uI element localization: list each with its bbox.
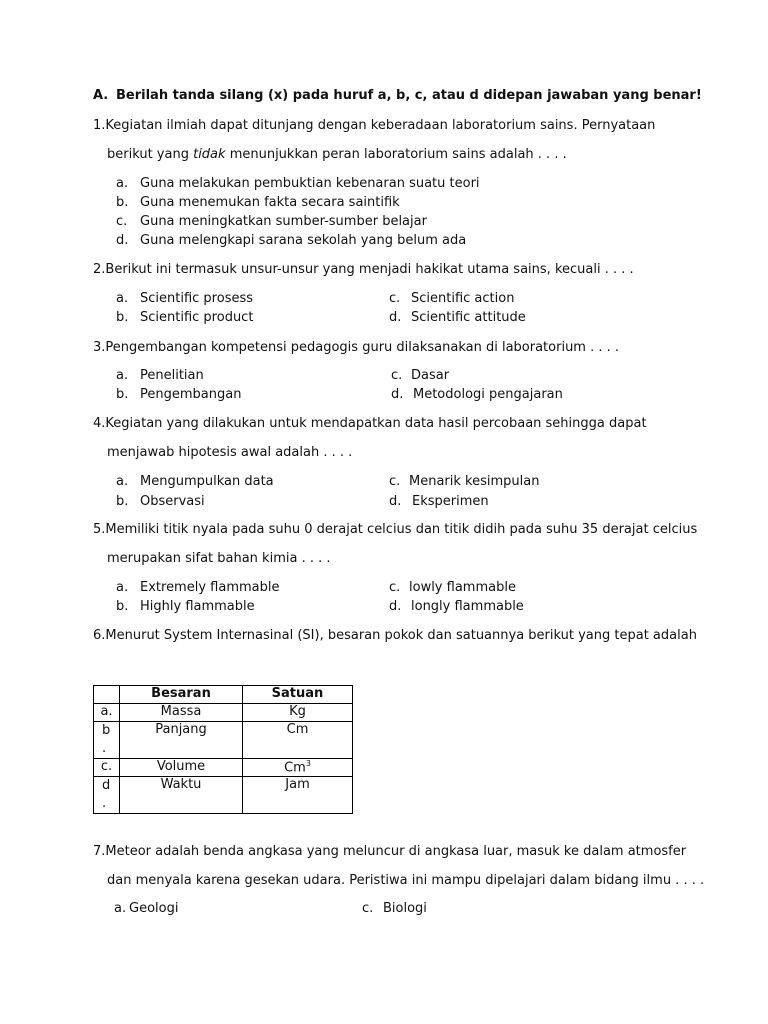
question-3-option-a[interactable]	[116, 368, 204, 383]
option-text: Scientific prosess	[140, 291, 254, 306]
question-1-line1: 1.Kegiatan ilmiah dapat ditunjang dengan keberadaan laboratorium sains. Pernyataan	[93, 118, 656, 133]
question-3-option-b[interactable]	[116, 387, 241, 402]
row-besaran: Volume	[120, 759, 243, 777]
question-1-line2-pre: berikut yang	[107, 147, 194, 162]
question-5-line2: merupakan sifat bahan kimia . . . .	[107, 551, 331, 566]
option-text: Penelitian	[140, 368, 204, 383]
question-7-line1: 7.Meteor adalah benda angkasa yang meluncur di angkasa luar, masuk ke dalam atmosfer	[93, 844, 687, 859]
option-letter: c.	[391, 368, 403, 383]
question-4-option-d[interactable]	[389, 494, 489, 509]
option-letter: b.	[116, 387, 129, 402]
option-text: Scientific action	[411, 291, 515, 306]
question-4-option-a[interactable]	[116, 474, 274, 489]
option-text: Geologi	[129, 901, 179, 916]
question-2-option-a[interactable]	[116, 291, 253, 306]
section-letter: A.	[93, 88, 109, 103]
table-header-row	[94, 686, 353, 704]
question-5-option-b[interactable]	[116, 599, 255, 614]
option-letter: d.	[389, 599, 402, 614]
option-letter: c.	[389, 474, 401, 489]
row-satuan: Kg	[243, 704, 353, 722]
question-1-option-d[interactable]	[116, 233, 466, 248]
option-text: longly flammable	[411, 599, 524, 614]
question-7-line2: dan menyala karena gesekan udara. Peristiwa ini mampu dipelajari dalam bidang ilmu . . . .	[107, 873, 705, 888]
option-text: Menarik kesimpulan	[409, 474, 540, 489]
question-4-option-b[interactable]	[116, 494, 205, 509]
option-text: Extremely flammable	[140, 580, 280, 595]
table-header-satuan: Satuan	[243, 686, 353, 704]
row-satuan: Jam	[243, 777, 353, 814]
option-text: Guna melengkapi sarana sekolah yang belum ada	[140, 233, 467, 248]
question-2-line1: 2.Berikut ini termasuk unsur-unsur yang menjadi hakikat utama sains, kecuali . . . .	[93, 262, 634, 277]
row-letter: c.	[94, 759, 120, 777]
question-4-line2: menjawab hipotesis awal adalah . . . .	[107, 445, 353, 460]
row-letter-text: b .	[102, 723, 111, 756]
option-letter: a.	[114, 901, 127, 916]
option-text: Metodologi pengajaran	[413, 387, 563, 402]
question-7-option-a[interactable]	[114, 901, 178, 916]
option-letter: a.	[116, 580, 129, 595]
option-letter: b.	[116, 310, 129, 325]
option-letter: d.	[389, 494, 402, 509]
question-1-line2	[107, 147, 567, 162]
question-4-line1: 4.Kegiatan yang dilakukan untuk mendapatkan data hasil percobaan sehingga dapat	[93, 416, 647, 431]
row-letter	[94, 722, 120, 759]
question-2-option-c[interactable]	[389, 291, 514, 306]
option-letter: a.	[116, 474, 129, 489]
row-besaran: Panjang	[120, 722, 243, 759]
option-text: Highly flammable	[140, 599, 255, 614]
question-5-line1: 5.Memiliki titik nyala pada suhu 0 derajat celcius dan titik didih pada suhu 35 derajat celcius	[93, 522, 698, 537]
option-text: Guna melakukan pembuktian kebenaran suatu teori	[140, 176, 480, 191]
option-text: Scientific product	[140, 310, 254, 325]
question-5-option-c[interactable]	[389, 580, 516, 595]
row-letter-text: d .	[102, 778, 111, 811]
section-instruction: Berilah tanda silang (x) pada huruf a, b, c, atau d didepan jawaban yang benar!	[116, 88, 702, 103]
option-letter: d.	[391, 387, 404, 402]
question-3-option-d[interactable]	[391, 387, 563, 402]
table-row[interactable]	[94, 777, 353, 814]
row-letter	[94, 777, 120, 814]
row-besaran: Massa	[120, 704, 243, 722]
option-text: Guna meningkatkan sumber-sumber belajar	[140, 214, 427, 229]
option-text: Guna menemukan fakta secara saintifik	[140, 195, 400, 210]
row-satuan-text: Cm	[284, 760, 306, 776]
question-3-line1: 3.Pengembangan kompetensi pedagogis guru dilaksanakan di laboratorium . . . .	[93, 340, 620, 355]
option-letter: b.	[116, 494, 129, 509]
question-1-option-c[interactable]	[116, 214, 427, 229]
section-heading	[93, 88, 702, 103]
question-3-option-c[interactable]	[391, 368, 449, 383]
row-besaran: Waktu	[120, 777, 243, 814]
option-letter: a.	[116, 368, 129, 383]
option-letter: b.	[116, 599, 129, 614]
option-text: Biologi	[383, 901, 427, 916]
option-text: lowly flammable	[409, 580, 516, 595]
question-5-option-d[interactable]	[389, 599, 524, 614]
table-row[interactable]	[94, 704, 353, 722]
option-text: Observasi	[140, 494, 205, 509]
option-text: Pengembangan	[140, 387, 242, 402]
option-letter: c.	[389, 580, 401, 595]
table-header-besaran: Besaran	[120, 686, 243, 704]
question-2-option-b[interactable]	[116, 310, 253, 325]
question-4-option-c[interactable]	[389, 474, 539, 489]
option-letter: c.	[116, 214, 128, 229]
row-satuan	[243, 759, 353, 777]
option-text: Eksperimen	[412, 494, 489, 509]
row-satuan-superscript: 3	[305, 759, 311, 768]
si-units-table	[93, 685, 353, 814]
question-1-option-b[interactable]	[116, 195, 400, 210]
row-letter: a.	[94, 704, 120, 722]
question-1-line2-post: menunjukkan peran laboratorium sains adalah . . . .	[225, 147, 567, 162]
table-row[interactable]	[94, 759, 353, 777]
row-satuan: Cm	[243, 722, 353, 759]
question-1-emphasis: tidak	[193, 147, 226, 162]
question-5-option-a[interactable]	[116, 580, 279, 595]
option-letter: d.	[116, 233, 129, 248]
option-letter: b.	[116, 195, 129, 210]
option-letter: a.	[116, 176, 129, 191]
table-header-letter	[94, 686, 120, 704]
option-text: Dasar	[411, 368, 450, 383]
option-letter: a.	[116, 291, 129, 306]
table-row[interactable]	[94, 722, 353, 759]
option-text: Mengumpulkan data	[140, 474, 274, 489]
question-1-option-a[interactable]	[116, 176, 480, 191]
question-7-option-c[interactable]	[362, 901, 427, 916]
option-text: Scientific attitude	[411, 310, 526, 325]
option-letter: c.	[362, 901, 374, 916]
option-letter: c.	[389, 291, 401, 306]
option-letter: d.	[389, 310, 402, 325]
question-2-option-d[interactable]	[389, 310, 526, 325]
question-6-line1: 6.Menurut System Internasinal (SI), besaran pokok dan satuannya berikut yang tepat adalah	[93, 628, 697, 643]
